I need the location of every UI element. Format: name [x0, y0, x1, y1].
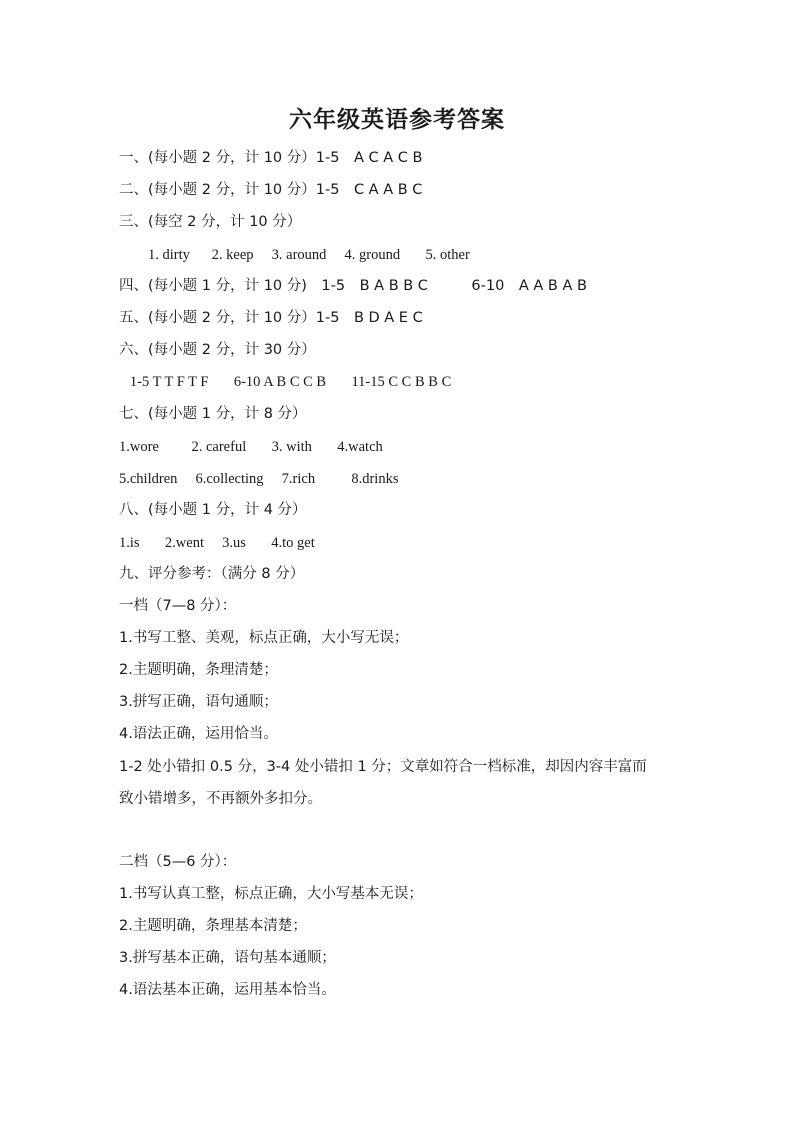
- section-8-answers: 1.is 2.went 3.us 4.to get: [119, 535, 315, 551]
- tier-1-header: 一档（7—8 分）：: [119, 598, 237, 614]
- deduction-rule-line-1: 1-2 处小错扣 0.5 分，3-4 处小错扣 1 分；文章如符合一档标准，却因内容丰富而: [119, 759, 647, 775]
- section-6-header: 六、(每小题 2 分，计 30 分）: [119, 342, 316, 358]
- section-3-header: 三、(每空 2 分，计 10 分）: [119, 214, 302, 230]
- section-7-header: 七、(每小题 1 分，计 8 分）: [119, 406, 307, 422]
- tier-2-criterion-2: 2.主题明确，条理基本清楚；: [119, 918, 307, 934]
- section-6-answers: 1-5 T T F T F 6-10 A B C C B 11-15 C C B B C: [119, 374, 452, 390]
- tier-1-criterion-1: 1.书写工整、美观，标点正确，大小写无误；: [119, 630, 409, 646]
- tier-2-criterion-1: 1.书写认真工整，标点正确，大小写基本无误；: [119, 886, 423, 902]
- tier-1-criterion-4: 4.语法正确，运用恰当。: [119, 726, 278, 742]
- section-4-answers: 四、(每小题 1 分，计 10 分) 1-5 B A B B C 6-10 A A B A B: [119, 278, 587, 294]
- section-2-answers: 二、(每小题 2 分，计 10 分）1-5 C A A B C: [119, 182, 423, 198]
- section-1-answers: 一、(每小题 2 分，计 10 分）1-5 A C A C B: [119, 150, 423, 166]
- section-9-header: 九、评分参考：（满分 8 分）: [119, 566, 305, 582]
- tier-1-criterion-3: 3.拼写正确，语句通顺；: [119, 694, 278, 710]
- deduction-rule-line-2: 致小错增多，不再额外多扣分。: [119, 791, 322, 807]
- tier-2-criterion-4: 4.语法基本正确，运用基本恰当。: [119, 982, 336, 998]
- section-7-answers-row-1: 1.wore 2. careful 3. with 4.watch: [119, 439, 383, 455]
- tier-1-criterion-2: 2.主题明确，条理清楚；: [119, 662, 278, 678]
- tier-2-criterion-3: 3.拼写基本正确，语句基本通顺；: [119, 950, 336, 966]
- tier-2-header: 二档（5—6 分）：: [119, 854, 237, 870]
- section-7-answers-row-2: 5.children 6.collecting 7.rich 8.drinks: [119, 471, 399, 487]
- section-3-answers: 1. dirty 2. keep 3. around 4. ground 5. other: [119, 247, 470, 263]
- section-5-answers: 五、(每小题 2 分，计 10 分）1-5 B D A E C: [119, 310, 423, 326]
- section-8-header: 八、(每小题 1 分，计 4 分）: [119, 502, 307, 518]
- page-title: 六年级英语参考答案: [289, 106, 505, 133]
